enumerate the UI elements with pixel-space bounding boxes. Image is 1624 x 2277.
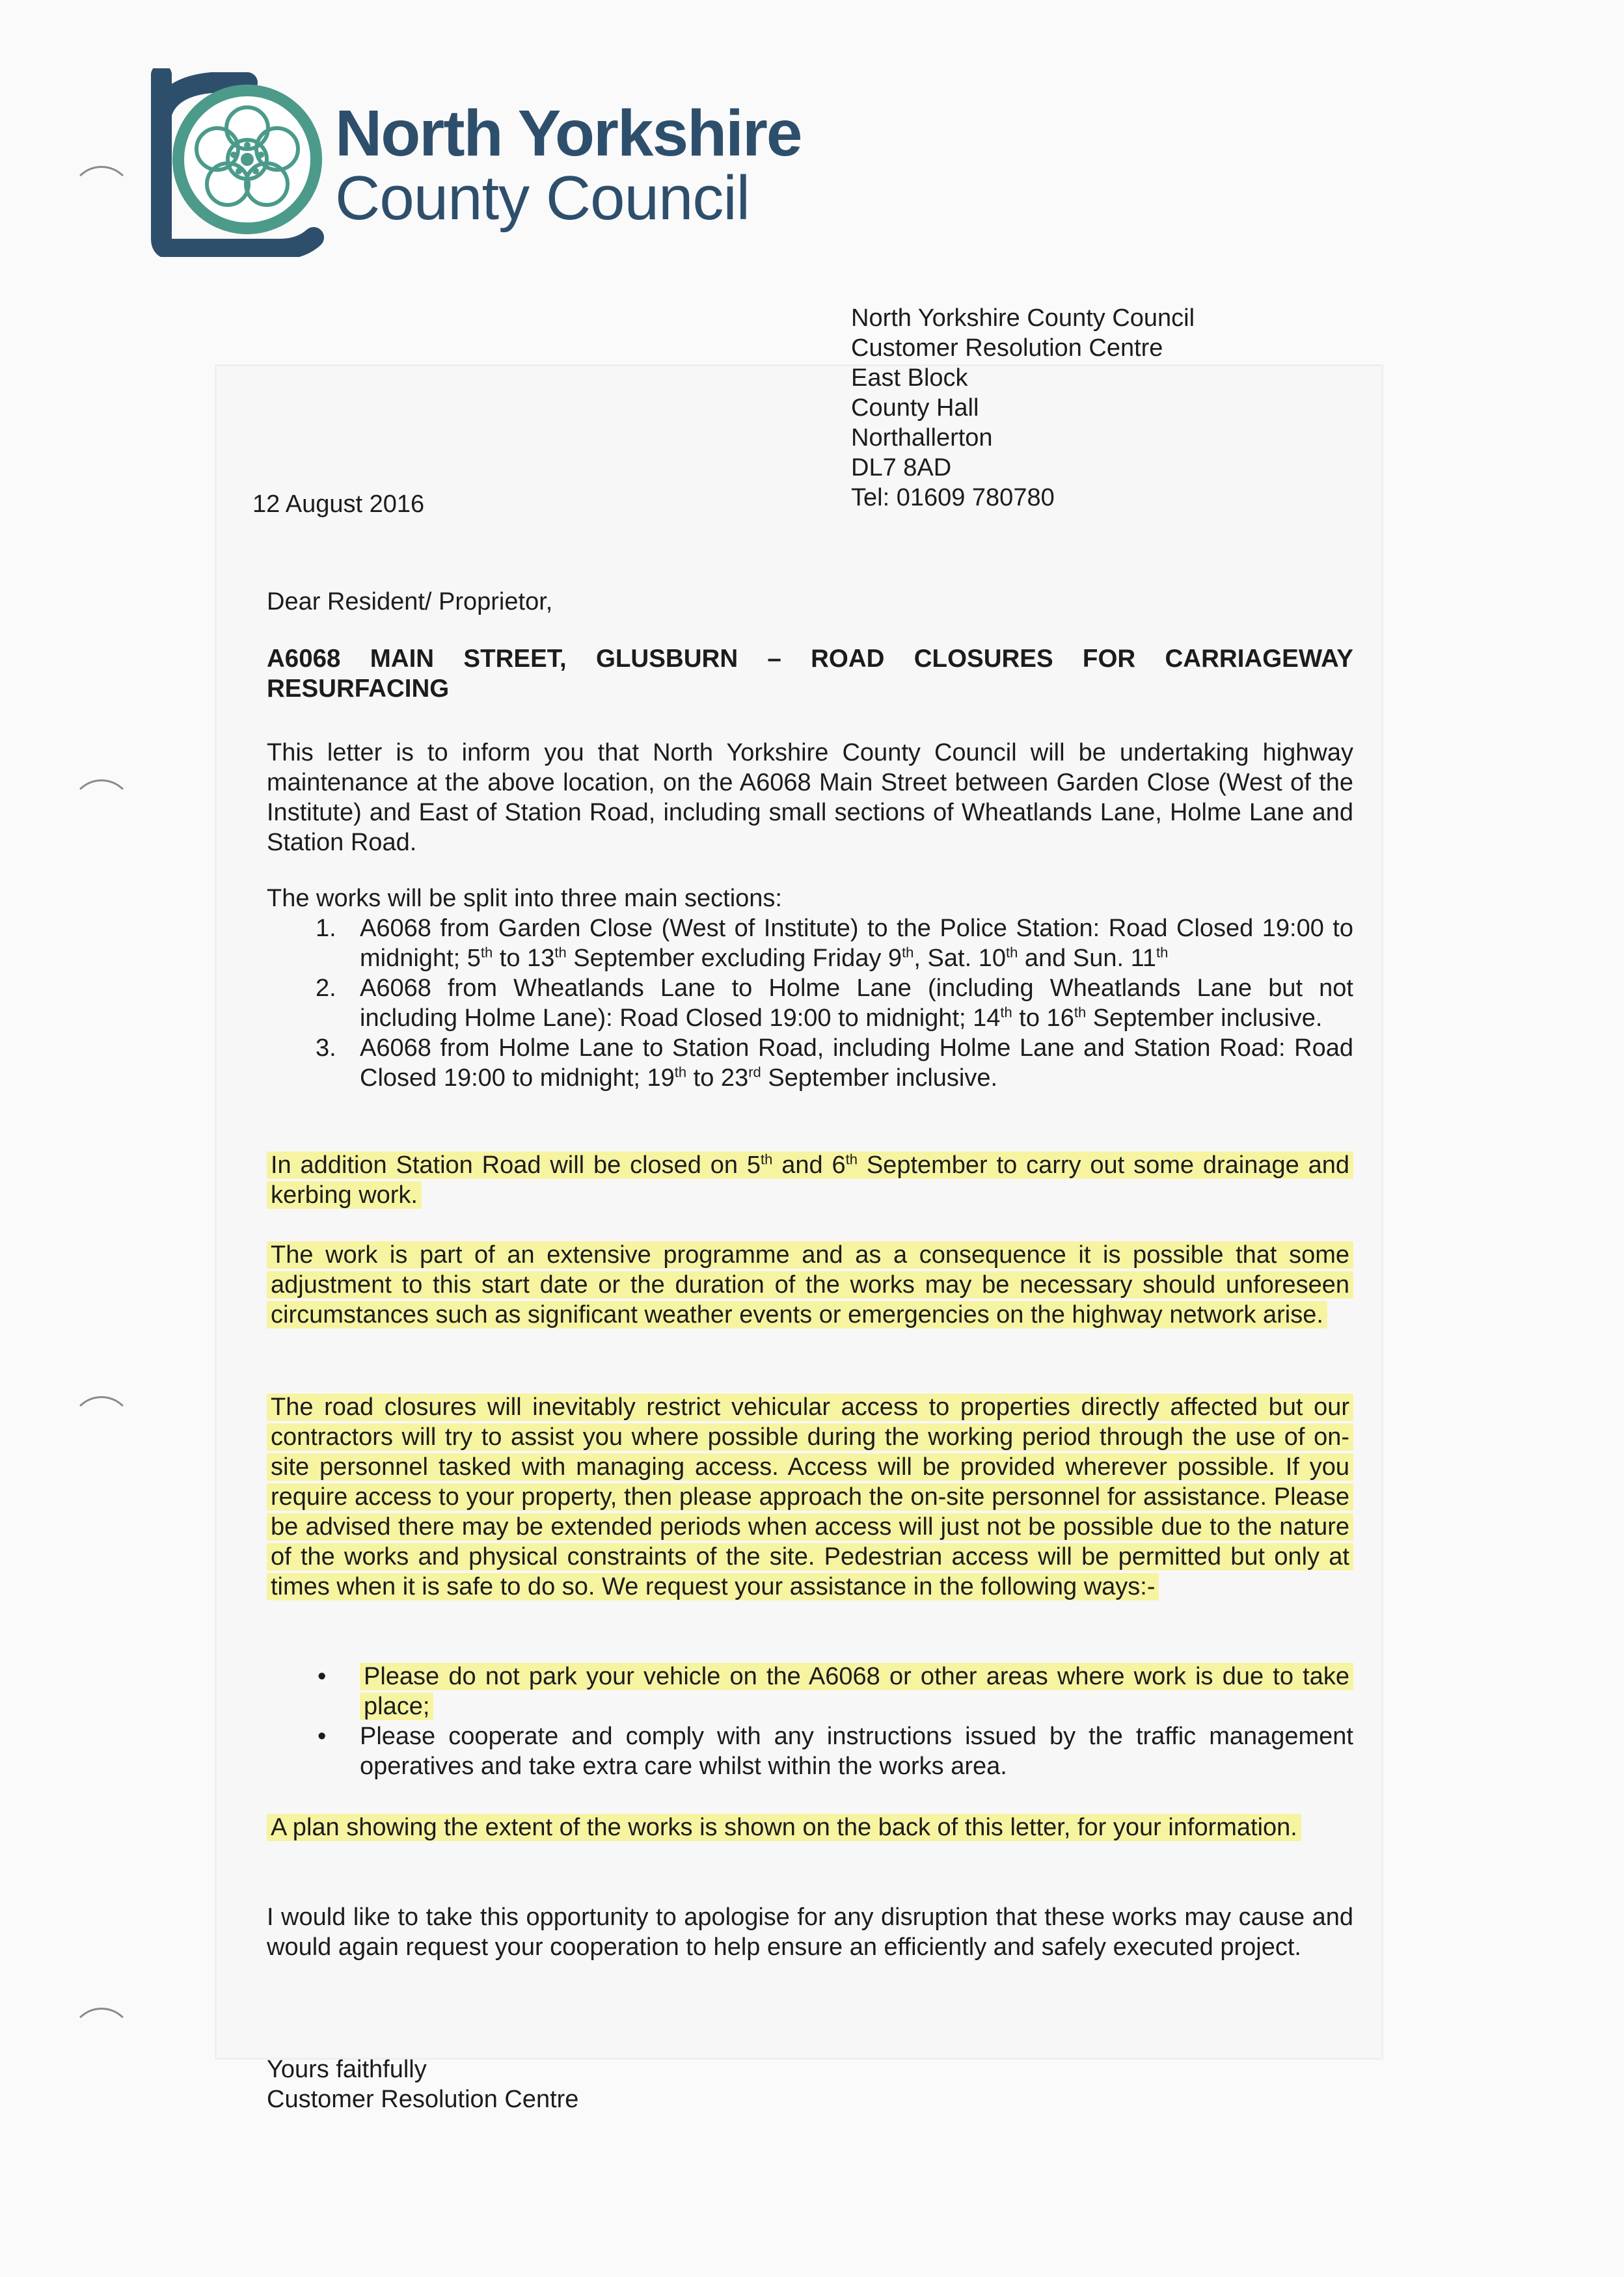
bullet-icon: • (318, 1723, 327, 1750)
closures-paragraph (267, 1392, 1353, 1602)
request-item-2 (299, 1721, 1353, 1781)
section-text: September inclusive. (761, 1064, 998, 1092)
ordinal-suffix: th (1156, 944, 1169, 961)
plan-paragraph (267, 1812, 1353, 1842)
salutation: Dear Resident/ Proprietor, (267, 588, 553, 615)
logo-line-1: North Yorkshire (335, 97, 802, 170)
punch-hole (70, 166, 133, 228)
section-text: September inclusive. (1086, 1004, 1323, 1032)
logo-line-2: County Council (335, 163, 750, 233)
address-line: Northallerton (851, 424, 993, 451)
section-text: A6068 from Holme Lane to Station Road, including Holme Lane and Station Road: Road Closed 19:00 to midnight; 19 (360, 1034, 1353, 1092)
address-line: North Yorkshire County Council (851, 304, 1195, 332)
ordinal-suffix: th (902, 944, 914, 961)
ordinal-suffix: th (1000, 1004, 1012, 1021)
punch-hole (70, 2008, 133, 2070)
bullet-icon: • (318, 1663, 327, 1690)
section-text: to 13 (493, 945, 555, 972)
drainage-paragraph (267, 1150, 1353, 1210)
drainage-text: September to carry out some drainage and kerbing work. (271, 1152, 1349, 1209)
section-item-3 (299, 1033, 1353, 1093)
programme-paragraph (267, 1240, 1353, 1330)
ordinal-suffix: th (674, 1064, 687, 1081)
ordinal-suffix: th (761, 1151, 773, 1168)
ordinal-suffix: th (845, 1151, 858, 1168)
section-text: A6068 from Garden Close (West of Institute) to the Police Station: Road Closed 19:00 to midnight; 5 (360, 915, 1353, 972)
highlighted-text: The work is part of an extensive programme and as a consequence it is possible that some adjustment to this start date or the duration of the works may be necessary should unforeseen circumstances such as significant weather events or emergencies on the highway network arise. (267, 1241, 1353, 1328)
list-number: 2. (316, 975, 336, 1002)
ordinal-suffix: th (1074, 1004, 1087, 1021)
closing: Yours faithfully (267, 2056, 427, 2083)
address-line: DL7 8AD (851, 454, 952, 481)
address-line: Tel: 01609 780780 (851, 484, 1055, 511)
punch-hole (70, 779, 133, 842)
letter-heading: A6068 MAIN STREET, GLUSBURN – ROAD CLOSURES FOR CARRIAGEWAY RESURFACING (267, 645, 1353, 703)
address-line: East Block (851, 364, 968, 392)
list-number: 3. (316, 1034, 336, 1062)
sections-intro: The works will be split into three main sections: (267, 885, 782, 912)
drainage-text: In addition Station Road will be closed on 5 (271, 1152, 761, 1179)
council-logo (150, 68, 800, 257)
punch-hole (70, 1396, 133, 1459)
request-item-1 (299, 1662, 1353, 1721)
letter-date: 12 August 2016 (252, 491, 425, 518)
request-text: Please cooperate and comply with any instructions issued by the traffic management operatives and take extra care whilst within the works area. (360, 1723, 1353, 1780)
show-through-plan (215, 364, 1383, 2060)
sender-address (851, 303, 1195, 513)
section-text: to 16 (1012, 1004, 1074, 1032)
address-line: County Hall (851, 394, 979, 422)
show-through-mark (839, 104, 859, 176)
section-text: September excluding Friday 9 (566, 945, 902, 972)
ordinal-suffix: rd (748, 1064, 761, 1081)
address-line: Customer Resolution Centre (851, 334, 1163, 362)
yorkshire-rose-icon (150, 68, 338, 257)
highlighted-text (267, 1152, 1353, 1209)
council-name (335, 97, 802, 233)
section-item-2 (299, 973, 1353, 1033)
list-number: 1. (316, 915, 336, 942)
signoff (267, 2055, 1353, 2114)
sections-list (299, 913, 1353, 1093)
intro-paragraph: This letter is to inform you that North Yorkshire County Council will be undertaking highway maintenance at the above location, on the A6068 Main Street between Garden Close (West of the Institute) and East of Station Road, including small sections of Wheatlands Lane, Holme Lane and Station Road. (267, 739, 1353, 856)
ordinal-suffix: th (1005, 944, 1018, 961)
section-text: and Sun. 11 (1018, 945, 1157, 972)
signatory: Customer Resolution Centre (267, 2086, 579, 2113)
section-text: A6068 from Wheatlands Lane to Holme Lane (including Wheatlands Lane but not including Holme Lane): Road Closed 19:00 to midnight; 14 (360, 975, 1353, 1032)
drainage-text: and 6 (772, 1152, 846, 1179)
ordinal-suffix: th (480, 944, 493, 961)
highlighted-text: Please do not park your vehicle on the A6068 or other areas where work is due to take place; (360, 1663, 1353, 1720)
apology-paragraph: I would like to take this opportunity to apologise for any disruption that these works may cause and would again request your cooperation to help ensure an efficiently and safely executed project. (267, 1904, 1353, 1961)
ordinal-suffix: th (554, 944, 567, 961)
section-text: , Sat. 10 (914, 945, 1006, 972)
highlighted-text: The road closures will inevitably restrict vehicular access to properties directly affected but our contractors will try to assist you where possible during the working period through the use of on-site personnel tasked with managing access. Access will be provided wherever possible. If you require access to your property, then please approach the on-site personnel for assistance. Please be advised there may be extended periods when access will just not be possible due to the nature of the works and physical constraints of the site. Pedestrian access will be permitted but only at times when it is safe to do so. We request your assistance in the following ways:- (267, 1394, 1353, 1600)
section-text: to 23 (686, 1064, 749, 1092)
highlighted-text: A plan showing the extent of the works is shown on the back of this letter, for your information. (267, 1814, 1301, 1841)
requests-list (299, 1662, 1353, 1781)
section-item-1 (299, 913, 1353, 973)
